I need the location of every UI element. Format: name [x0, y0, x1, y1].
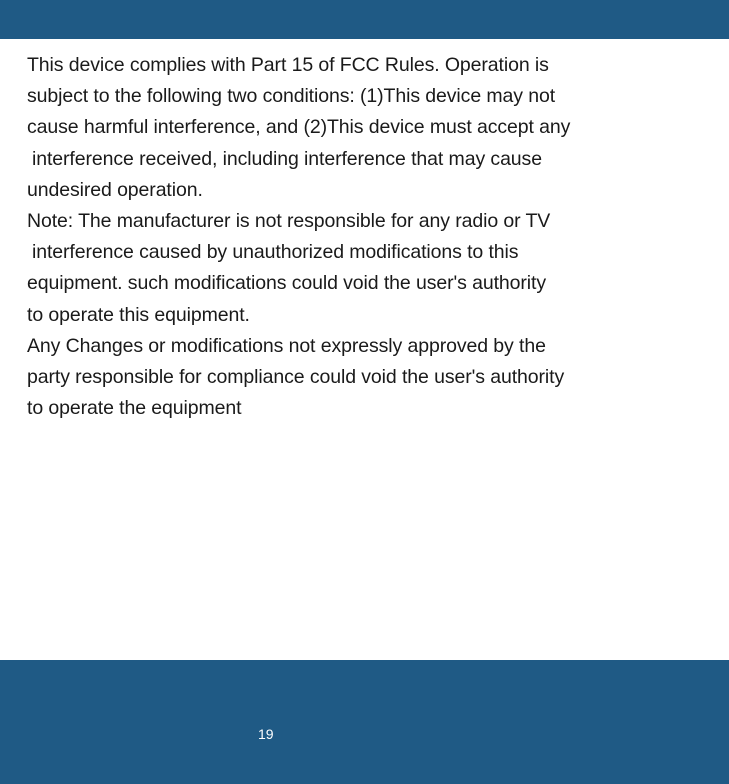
fcc-statement: [27, 50, 717, 424]
note-line: to operate this equipment.: [27, 303, 250, 326]
changes-line: Any Changes or modifications not expressly approved by the: [27, 334, 546, 357]
note-line: equipment. such modifications could void the user's authority: [27, 272, 546, 295]
note-line: Note: The manufacturer is not responsible for any radio or TV: [27, 210, 551, 233]
statement-line: This device complies with Part 15 of FCC Rules. Operation is: [27, 54, 549, 76]
statement-line: subject to the following two conditions: (1)This device may not: [27, 85, 556, 108]
header-bar: [0, 0, 729, 39]
changes-line: party responsible for compliance could void the user's authority: [27, 366, 565, 389]
changes-line: to operate the equipment: [27, 397, 242, 420]
statement-line: cause harmful interference, and (2)This device must accept any: [27, 116, 571, 139]
footer-bar: [0, 660, 729, 784]
note-line: interference caused by unauthorized modifications to this: [32, 241, 519, 264]
statement-line: interference received, including interference that may cause: [32, 147, 542, 170]
page-number: 19: [258, 726, 274, 742]
statement-line: undesired operation.: [27, 178, 203, 201]
